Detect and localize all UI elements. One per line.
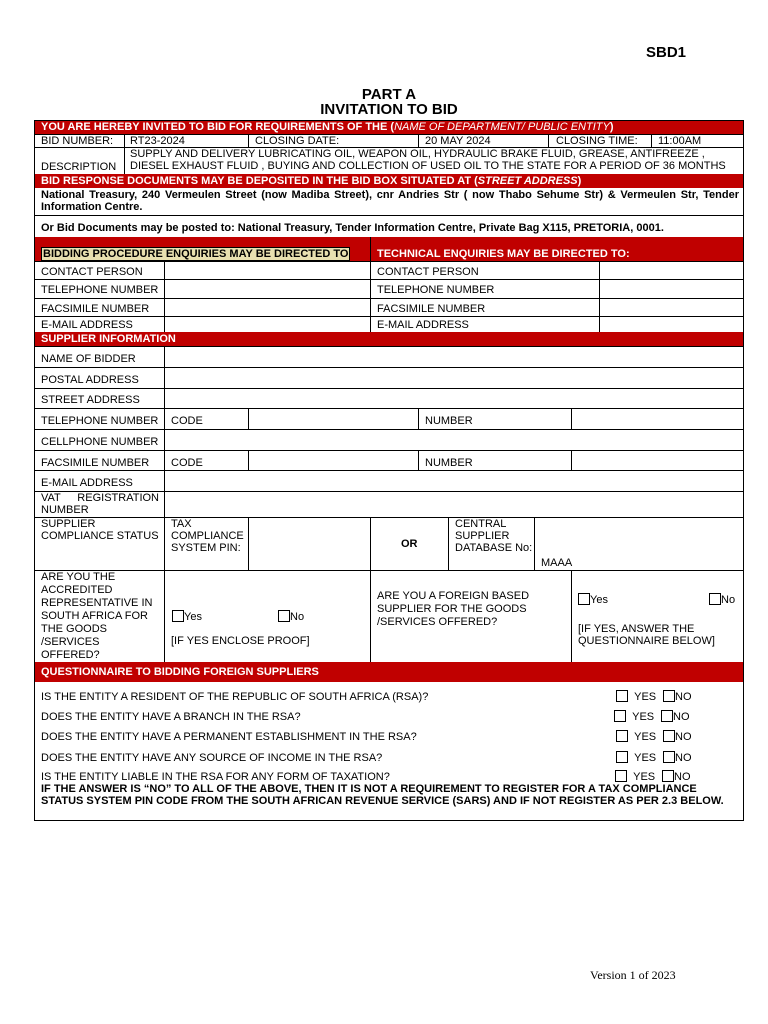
accredited-no-label: No <box>290 611 305 623</box>
tech-email: E-MAIL ADDRESS <box>377 319 469 331</box>
deposit-address: National Treasury, 240 Vermeulen Street (now Madiba Street), cnr Andries Str ( now Thabo Sehume Str) & Vermeulen Str, Tender Information Centre. <box>41 189 739 213</box>
deposit-banner-suffix: ) <box>577 175 582 187</box>
taxation-yes-label: YES <box>633 771 656 783</box>
compliance-status-label: SUPPLIER COMPLIANCE STATUS <box>41 518 159 542</box>
facsimile-code-label: CODE <box>171 457 203 469</box>
taxation-no-checkbox[interactable] <box>662 770 674 782</box>
form-code: SBD1 <box>646 44 687 61</box>
supplier-info-banner: SUPPLIER INFORMATION <box>35 332 743 346</box>
invite-banner-suffix: ) <box>609 121 614 133</box>
accredited-question: ARE YOU THE ACCREDITED REPRESENTATIVE IN SOUTH AFRICA FOR THE GOODS /SERVICES OFFERED? <box>41 571 153 661</box>
bidding-enquiries-header: BIDDING PROCEDURE ENQUIRIES MAY BE DIRECTED TO <box>43 248 349 260</box>
closing-time-label: CLOSING TIME: <box>556 135 638 147</box>
description-label: DESCRIPTION <box>41 161 117 173</box>
or-label: OR <box>401 538 418 550</box>
answer-below-label: [IF YES, ANSWER THE QUESTIONNAIRE BELOW] <box>578 623 715 647</box>
invite-banner-italic: NAME OF DEPARTMENT/ PUBLIC ENTITY <box>394 121 610 133</box>
foreign-yes-checkbox[interactable] <box>578 593 590 605</box>
invite-banner <box>35 121 743 134</box>
name-of-bidder-label: NAME OF BIDDER <box>41 353 136 365</box>
cellphone-number-label: CELLPHONE NUMBER <box>41 436 159 448</box>
branch-yes-label: YES <box>632 711 655 723</box>
closing-date-label: CLOSING DATE: <box>255 135 340 147</box>
establishment-no-checkbox[interactable] <box>663 730 675 742</box>
telephone-code-label: CODE <box>171 415 203 427</box>
establishment-no-label: NO <box>675 731 692 743</box>
accredited-no[interactable] <box>278 610 304 623</box>
email-address-label: E-MAIL ADDRESS <box>41 477 133 489</box>
resident-yes-label: YES <box>634 691 657 703</box>
question-resident-yes[interactable] <box>616 690 656 703</box>
establishment-yes-label: YES <box>634 731 657 743</box>
tech-facsimile: FACSIMILE NUMBER <box>377 303 486 315</box>
income-yes-checkbox[interactable] <box>616 751 628 763</box>
bid-email: E-MAIL ADDRESS <box>41 319 133 331</box>
facsimile-number-label: FACSIMILE NUMBER <box>41 457 150 469</box>
income-no-label: NO <box>675 752 692 764</box>
vat-registration-label: VAT REGISTRATION NUMBER <box>41 492 159 516</box>
tech-contact-person: CONTACT PERSON <box>377 266 479 278</box>
foreign-yes-label: Yes <box>590 594 608 606</box>
question-taxation: IS THE ENTITY LIABLE IN THE RSA FOR ANY FORM OF TAXATION? <box>41 771 390 783</box>
tax-pin-label: TAX COMPLIANCE SYSTEM PIN: <box>171 518 244 554</box>
foreign-question: ARE YOU A FOREIGN BASED SUPPLIER FOR THE GOODS /SERVICES OFFERED? <box>377 590 530 628</box>
bid-facsimile: FACSIMILE NUMBER <box>41 303 150 315</box>
technical-enquiries-header: TECHNICAL ENQUIRIES MAY BE DIRECTED TO: <box>377 248 630 260</box>
bid-number-label: BID NUMBER: <box>41 135 114 147</box>
facsimile-number-field-label: NUMBER <box>425 457 473 469</box>
foreign-no[interactable] <box>709 593 735 606</box>
resident-no-label: NO <box>675 691 692 703</box>
question-taxation-no[interactable] <box>662 770 691 783</box>
bid-contact-person: CONTACT PERSON <box>41 266 143 278</box>
question-establishment-yes[interactable] <box>616 730 656 743</box>
accredited-yes-label: Yes <box>184 611 202 623</box>
enclose-proof-label: [IF YES ENCLOSE PROOF] <box>171 635 310 647</box>
tech-telephone: TELEPHONE NUMBER <box>377 284 495 296</box>
bid-number-value: RT23-2024 <box>130 135 185 147</box>
postal-address-label: POSTAL ADDRESS <box>41 374 139 386</box>
bid-telephone: TELEPHONE NUMBER <box>41 284 159 296</box>
question-resident: IS THE ENTITY A RESIDENT OF THE REPUBLIC OF SOUTH AFRICA (RSA)? <box>41 691 429 703</box>
description-value: SUPPLY AND DELIVERY LUBRICATING OIL, WEAPON OIL, HYDRAULIC BRAKE FLUID, GREASE, ANTIFREEZE , DIESEL EXHAUST FLUID , BUYING AND COLLECTION OF USED OIL TO THE STATE FOR A PERIOD OF 36 MONTHS <box>130 148 726 172</box>
invite-banner-prefix: YOU ARE HEREBY INVITED TO BID FOR REQUIREMENTS OF THE ( <box>41 121 395 133</box>
foreign-no-label: No <box>721 594 736 606</box>
question-branch: DOES THE ENTITY HAVE A BRANCH IN THE RSA? <box>41 711 301 723</box>
questionnaire-banner: QUESTIONNAIRE TO BIDDING FOREIGN SUPPLIERS <box>35 662 743 682</box>
accredited-yes-checkbox[interactable] <box>172 610 184 622</box>
foreign-no-checkbox[interactable] <box>709 593 721 605</box>
resident-no-checkbox[interactable] <box>663 690 675 702</box>
version-footer: Version 1 of 2023 <box>590 968 676 982</box>
street-address-label: STREET ADDRESS <box>41 394 140 406</box>
deposit-banner-italic: STREET ADDRESS <box>477 175 578 187</box>
accredited-yes[interactable] <box>172 610 202 623</box>
income-yes-label: YES <box>634 752 657 764</box>
part-label: PART A <box>361 86 417 103</box>
question-income: DOES THE ENTITY HAVE ANY SOURCE OF INCOME IN THE RSA? <box>41 752 383 764</box>
deposit-banner-prefix: BID RESPONSE DOCUMENTS MAY BE DEPOSITED IN THE BID BOX SITUATED AT ( <box>41 175 478 187</box>
closing-time-value: 11:00AM <box>658 135 702 147</box>
question-resident-no[interactable] <box>663 690 692 703</box>
question-establishment: DOES THE ENTITY HAVE A PERMANENT ESTABLISHMENT IN THE RSA? <box>41 731 417 743</box>
telephone-number-field-label: NUMBER <box>425 415 473 427</box>
branch-yes-checkbox[interactable] <box>614 710 626 722</box>
question-taxation-yes[interactable] <box>615 770 655 783</box>
question-income-yes[interactable] <box>616 751 656 764</box>
question-branch-yes[interactable] <box>614 710 654 723</box>
taxation-yes-checkbox[interactable] <box>615 770 627 782</box>
foreign-yes[interactable] <box>578 593 608 606</box>
branch-no-checkbox[interactable] <box>661 710 673 722</box>
branch-no-label: NO <box>673 711 690 723</box>
post-address: Or Bid Documents may be posted to: National Treasury, Tender Information Centre, Private Bag X115, PRETORIA, 0001. <box>41 222 664 234</box>
question-branch-no[interactable] <box>661 710 690 723</box>
csd-label: CENTRAL SUPPLIER DATABASE No: <box>455 518 533 554</box>
telephone-number-label: TELEPHONE NUMBER <box>41 415 159 427</box>
deposit-banner <box>35 174 743 188</box>
question-income-no[interactable] <box>663 751 692 764</box>
establishment-yes-checkbox[interactable] <box>616 730 628 742</box>
csd-prefix: MAAA <box>541 557 573 569</box>
resident-yes-checkbox[interactable] <box>616 690 628 702</box>
questionnaire-note: IF THE ANSWER IS “NO” TO ALL OF THE ABOVE, THEN IT IS NOT A REQUIREMENT TO REGISTER FOR A TAX COMPLIANCE STATUS SYSTEM PIN CODE FROM THE SOUTH AFRICAN REVENUE SERVICE (SARS) AND IF NOT REGISTER AS PER 2.3 BELOW. <box>41 783 724 807</box>
accredited-no-checkbox[interactable] <box>278 610 290 622</box>
income-no-checkbox[interactable] <box>663 751 675 763</box>
question-establishment-no[interactable] <box>663 730 692 743</box>
page-title: INVITATION TO BID <box>320 101 458 118</box>
closing-date-value: 20 MAY 2024 <box>425 135 491 147</box>
taxation-no-label: NO <box>674 771 691 783</box>
